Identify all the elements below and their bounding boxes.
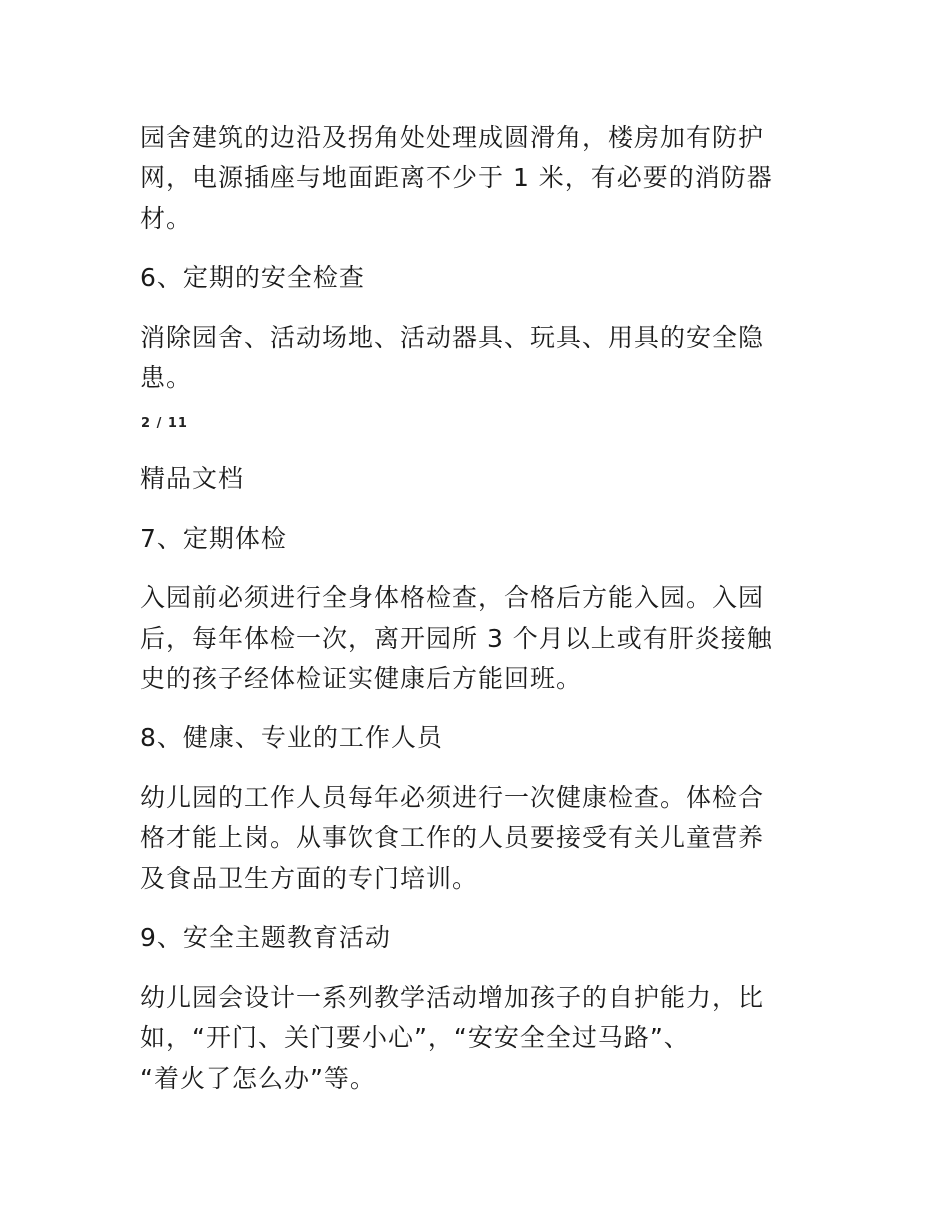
paragraph-7-line-1: 入园前必须进行全身体格检查，合格后方能入园。入园 (140, 583, 765, 612)
paragraph-9-line-1: 幼儿园会设计一系列教学活动增加孩子的自护能力，比 (140, 983, 765, 1012)
paragraph-1-line-2: 网，电源插座与地面距离不少于 1 米，有必要的消防器 (140, 163, 773, 192)
section-9-heading: 9、安全主题教育活动 (140, 923, 391, 952)
paragraph-7-line-2: 后，每年体检一次，离开园所 3 个月以上或有肝炎接触 (140, 624, 773, 653)
paragraph-6-line-2: 患。 (140, 363, 193, 392)
paragraph-8-line-3: 及食品卫生方面的专门培训。 (140, 864, 479, 893)
page-number: 2 / 11 (141, 416, 188, 431)
section-7-heading: 7、定期体检 (140, 524, 287, 553)
paragraph-7-line-3: 史的孩子经体检证实健康后方能回班。 (140, 664, 583, 693)
paragraph-9-line-3: “着火了怎么办”等。 (140, 1064, 376, 1093)
paragraph-1-line-3: 材。 (140, 204, 193, 233)
watermark-title: 精品文档 (140, 464, 245, 493)
paragraph-9-line-2: 如，“开门、关门要小心”，“安安全全过马路”、 (140, 1023, 690, 1052)
paragraph-6-line-1: 消除园舍、活动场地、活动器具、玩具、用具的安全隐 (140, 323, 765, 352)
paragraph-8-line-1: 幼儿园的工作人员每年必须进行一次健康检查。体检合 (140, 783, 765, 812)
paragraph-8-line-2: 格才能上岗。从事饮食工作的人员要接受有关儿童营养 (140, 823, 765, 852)
paragraph-1-line-1: 园舍建筑的边沿及拐角处处理成圆滑角，楼房加有防护 (140, 123, 765, 152)
section-8-heading: 8、健康、专业的工作人员 (140, 723, 443, 752)
section-6-heading: 6、定期的安全检查 (140, 263, 365, 292)
